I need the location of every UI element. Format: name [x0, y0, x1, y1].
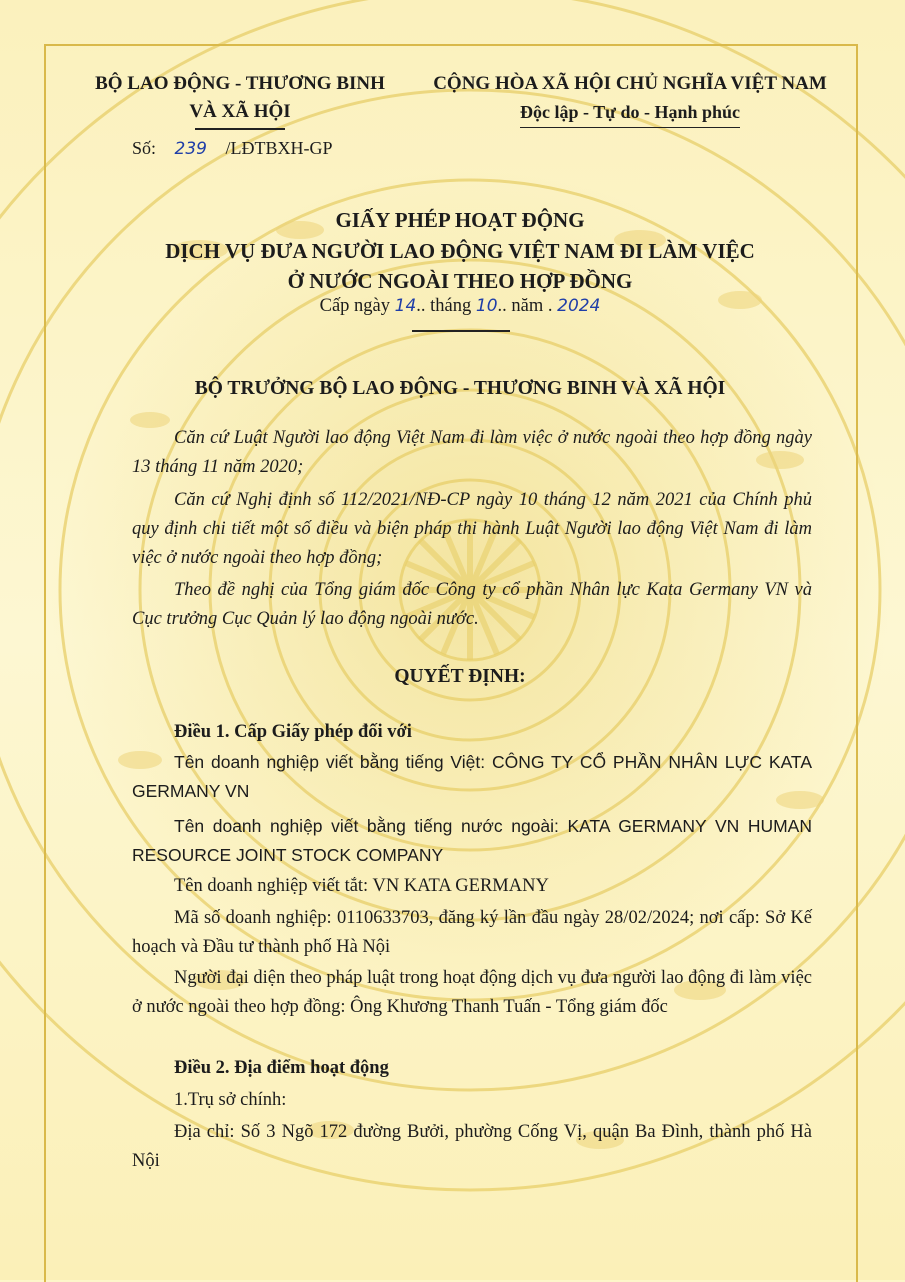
- docnum-label: Số:: [132, 138, 157, 158]
- issue-day: 14: [394, 296, 417, 316]
- ministry-name-line2: VÀ XÃ HỘI: [189, 101, 291, 122]
- ministry-name-line1: BỘ LAO ĐỘNG - THƯƠNG BINH: [95, 73, 385, 94]
- title-divider: [412, 330, 510, 332]
- decision-heading: QUYẾT ĐỊNH:: [394, 666, 526, 687]
- article1-heading: Điều 1. Cấp Giấy phép đối với: [174, 722, 412, 742]
- article1-foreign-name: Tên doanh nghiệp viết bằng tiếng nước ngoài: KATA GERMANY VN HUMAN RESOURCE JOINT STOCK COMPANY: [132, 816, 812, 865]
- issue-year-label: năm: [511, 296, 544, 316]
- issue-month: 10: [475, 296, 498, 316]
- preamble-2: Căn cứ Nghị định số 112/2021/NĐ-CP ngày 10 tháng 12 năm 2021 của Chính phủ quy định chi tiết một số điều và biện pháp thi hành Luật Người lao động Việt Nam đi làm việc ở nước ngoài theo hợp đồng;: [132, 490, 812, 568]
- preamble-3: Theo đề nghị của Tổng giám đốc Công ty cổ phần Nhân lực Kata Germany VN và Cục trưởng Cục Quản lý lao động ngoài nước.: [132, 580, 812, 629]
- docnum-handwritten: 239: [174, 139, 207, 159]
- ministry-header: [90, 70, 390, 126]
- ministry-underline: [195, 128, 285, 130]
- national-header: [410, 70, 850, 128]
- preamble-1: Căn cứ Luật Người lao động Việt Nam đi làm việc ở nước ngoài theo hợp đồng ngày 13 tháng 11 năm 2020;: [132, 428, 812, 477]
- article2-heading: Điều 2. Địa điểm hoạt động: [174, 1058, 389, 1078]
- issuing-authority: BỘ TRƯỞNG BỘ LAO ĐỘNG - THƯƠNG BINH VÀ XÃ HỘI: [194, 378, 726, 399]
- document-number: [132, 138, 332, 159]
- license-title-line2: DỊCH VỤ ĐƯA NGƯỜI LAO ĐỘNG VIỆT NAM ĐI LÀM VIỆC: [165, 239, 755, 263]
- article1-vn-name: Tên doanh nghiệp viết bằng tiếng Việt: CÔNG TY CỔ PHẦN NHÂN LỰC KATA GERMANY VN: [132, 752, 812, 801]
- article1-short-name: Tên doanh nghiệp viết tắt: VN KATA GERMANY: [174, 876, 549, 896]
- article2-head-office: 1.Trụ sở chính:: [174, 1090, 287, 1110]
- issue-month-label: tháng: [430, 296, 472, 316]
- license-title-line3: Ở NƯỚC NGOÀI THEO HỢP ĐỒNG: [287, 269, 633, 293]
- article1-representative: Người đại diện theo pháp luật trong hoạt động dịch vụ đưa người lao động đi làm việc ở nước ngoài theo hợp đồng: Ông Khương Thanh Tuấn - Tổng giám đốc: [132, 968, 812, 1017]
- license-title-line1: GIẤY PHÉP HOẠT ĐỘNG: [335, 208, 585, 232]
- article1-tax-code: Mã số doanh nghiệp: 0110633703, đăng ký lần đầu ngày 28/02/2024; nơi cấp: Sở Kế hoạch và Đầu tư thành phố Hà Nội: [132, 908, 812, 957]
- motto: Độc lập - Tự do - Hạnh phúc: [520, 98, 740, 128]
- docnum-suffix: /LĐTBXH-GP: [225, 138, 333, 158]
- article2-address: Địa chỉ: Số 3 Ngõ 172 đường Bưởi, phường Cống Vị, quận Ba Đình, thành phố Hà Nội: [132, 1122, 812, 1171]
- nation-name: CỘNG HÒA XÃ HỘI CHỦ NGHĨA VIỆT NAM: [433, 73, 827, 94]
- issue-date: Cấp ngày 14.. tháng 10.. năm . 2024: [319, 296, 601, 316]
- issue-year: 2024: [557, 296, 601, 316]
- issue-date-prefix: Cấp ngày: [319, 296, 390, 316]
